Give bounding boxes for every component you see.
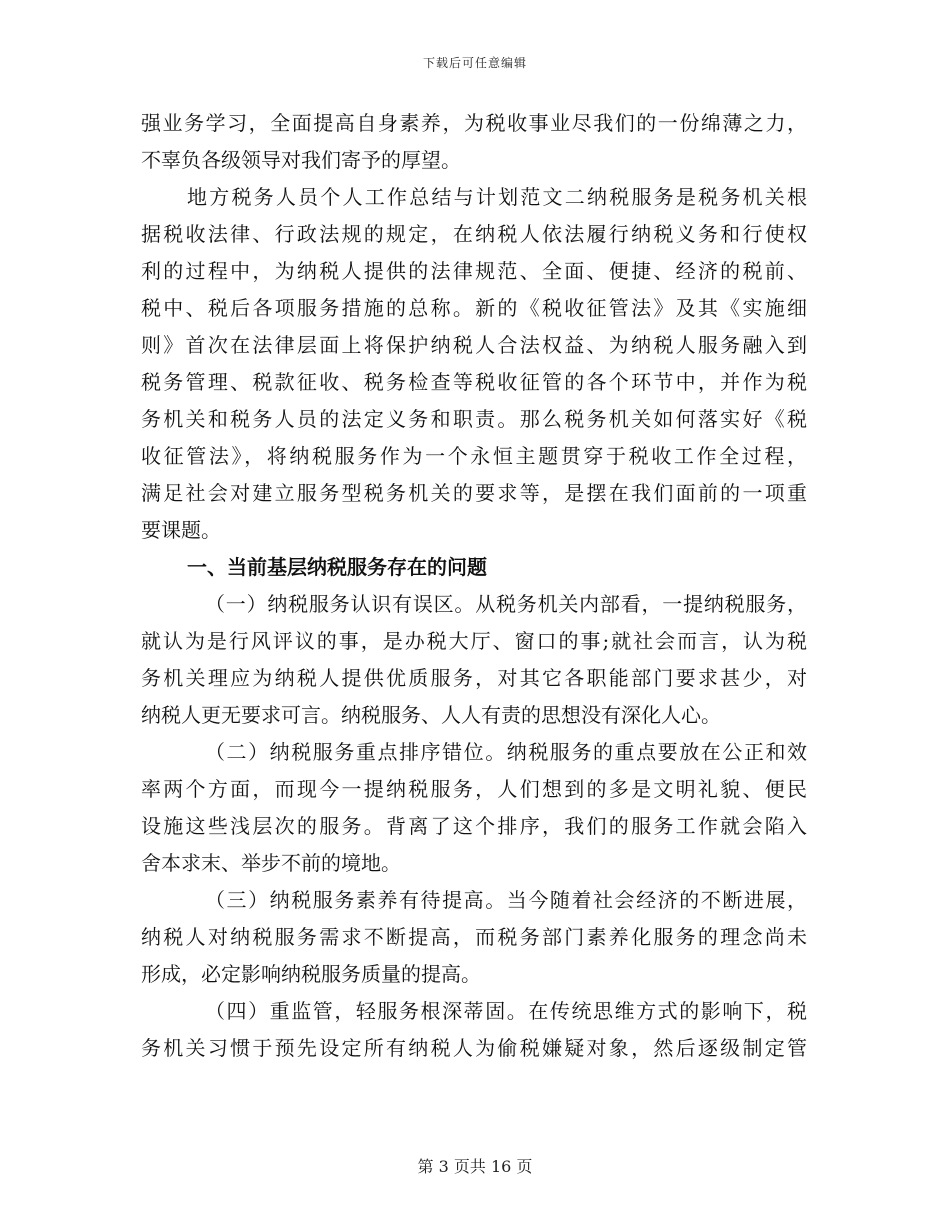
text-line: 纳税人对纳税服务需求不断提高，而税务部门素养化服务的理念尚未 [141,925,807,949]
page-footer: 第 3 页共 16 页 [417,1157,533,1176]
text-line: 设施这些浅层次的服务。背离了这个排序，我们的服务工作就会陷入 [141,814,807,838]
text-line: （一）纳税服务认识有误区。从税务机关内部看，一提纳税服务， [205,592,807,616]
text-line: 收征管法》，将纳税服务作为一个永恒主题贯穿于税收工作全过程， [141,444,807,468]
text-line: 务机关和税务人员的法定义务和职责。那么税务机关如何落实好《税 [141,407,807,431]
section-heading: 一、当前基层纳税服务存在的问题 [187,555,487,579]
text-line: 务机关理应为纳税人提供优质服务，对其它各职能部门要求甚少，对 [141,666,807,690]
text-line: 据税收法律、行政法规的规定，在纳税人依法履行纳税义务和行使权 [141,222,807,246]
page-header: 下载后可任意编辑 [422,56,527,70]
text-line: 要课题。 [141,518,221,542]
text-line: （三）纳税服务素养有待提高。当今随着社会经济的不断进展， [205,888,807,912]
text-line: 税务管理、税款征收、税务检查等税收征管的各个环节中，并作为税 [141,370,807,394]
text-line: 舍本求末、举步不前的境地。 [141,851,401,875]
text-line: （二）纳税服务重点排序错位。纳税服务的重点要放在公正和效 [205,740,807,764]
text-line: 强业务学习，全面提高自身素养，为税收事业尽我们的一份绵薄之力， [141,111,807,135]
text-line: 税中、税后各项服务措施的总称。新的《税收征管法》及其《实施细 [141,296,807,320]
text-line: 地方税务人员个人工作总结与计划范文二纳税服务是税务机关根 [187,185,807,209]
text-line: 率两个方面，而现今一提纳税服务，人们想到的多是文明礼貌、便民 [141,777,807,801]
text-line: 满足社会对建立服务型税务机关的要求等，是摆在我们面前的一项重 [141,481,807,505]
text-line: （四）重监管，轻服务根深蒂固。在传统思维方式的影响下，税 [205,999,807,1023]
text-line: 务机关习惯于预先设定所有纳税人为偷税嫌疑对象，然后逐级制定管 [141,1036,807,1060]
text-line: 就认为是行风评议的事，是办税大厅、窗口的事;就社会而言，认为税 [141,629,807,653]
text-line: 形成，必定影响纳税服务质量的提高。 [141,962,481,986]
document-body [141,105,807,1067]
text-line: 不辜负各级领导对我们寄予的厚望。 [141,148,461,172]
text-line: 纳税人更无要求可言。纳税服务、人人有责的思想没有深化人心。 [141,703,721,727]
text-line: 利的过程中，为纳税人提供的法律规范、全面、便捷、经济的税前、 [141,259,807,283]
text-line: 则》首次在法律层面上将保护纳税人合法权益、为纳税人服务融入到 [141,333,807,357]
